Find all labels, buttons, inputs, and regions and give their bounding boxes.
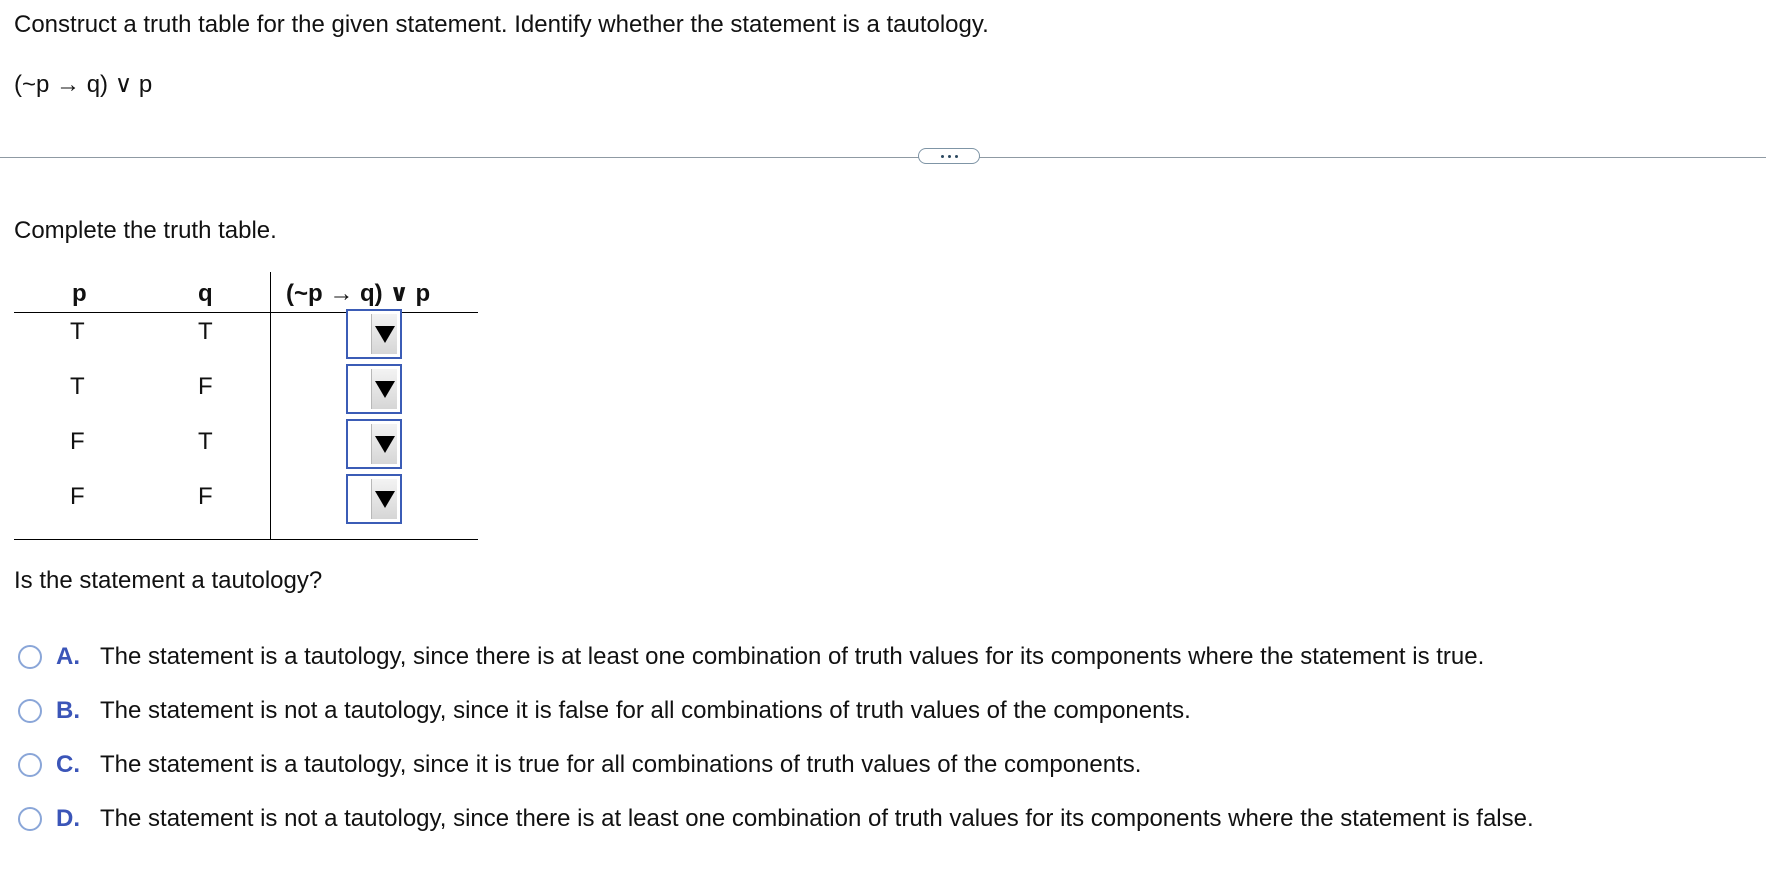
row-3-answer-dropdown[interactable] (346, 419, 402, 469)
header-rule (14, 312, 478, 313)
table-prompt: Complete the truth table. (14, 217, 277, 244)
ellipsis-icon (948, 155, 951, 158)
triangle-down-icon (375, 381, 395, 398)
dropdown-arrow[interactable] (371, 424, 397, 464)
row-3-p: F (70, 428, 85, 455)
dropdown-arrow[interactable] (371, 314, 397, 354)
option-d-text[interactable]: The statement is not a tautology, since there is at least one combination of truth values for its components where the statement is false. (100, 805, 1534, 832)
row-3-q: T (198, 428, 213, 455)
option-b-letter: B. (56, 697, 80, 724)
expand-more-button[interactable] (918, 148, 980, 164)
section-divider (0, 157, 1766, 158)
row-4-q: F (198, 483, 213, 510)
triangle-down-icon (375, 491, 395, 508)
header-q: q (198, 280, 213, 307)
radio-button-icon[interactable] (18, 645, 42, 669)
option-d-letter: D. (56, 805, 80, 832)
triangle-down-icon (375, 326, 395, 343)
header-p: p (72, 280, 87, 307)
truth-table (14, 272, 478, 540)
header-statement: (~p → q) ∨ p (286, 280, 431, 307)
triangle-down-icon (375, 436, 395, 453)
option-a-text[interactable]: The statement is a tautology, since there is at least one combination of truth values for its components where the statement is true. (100, 643, 1485, 670)
row-4-p: F (70, 483, 85, 510)
row-4-answer-dropdown[interactable] (346, 474, 402, 524)
instruction-text: Construct a truth table for the given statement. Identify whether the statement is a tautology. (14, 11, 989, 38)
statement-text: (~p → q) ∨ p (14, 71, 153, 98)
radio-button-icon[interactable] (18, 753, 42, 777)
row-2-answer-dropdown[interactable] (346, 364, 402, 414)
ellipsis-icon (955, 155, 958, 158)
radio-button-icon[interactable] (18, 807, 42, 831)
row-2-q: F (198, 373, 213, 400)
option-c-letter: C. (56, 751, 80, 778)
option-a[interactable] (18, 640, 1484, 674)
row-1-q: T (198, 318, 213, 345)
option-c-text[interactable]: The statement is a tautology, since it is true for all combinations of truth values of the components. (100, 751, 1142, 778)
row-1-answer-dropdown[interactable] (346, 309, 402, 359)
radio-button-icon[interactable] (18, 699, 42, 723)
option-b-text[interactable]: The statement is not a tautology, since it is false for all combinations of truth values of the components. (100, 697, 1191, 724)
tautology-question: Is the statement a tautology? (14, 567, 323, 594)
row-1-p: T (70, 318, 85, 345)
option-b[interactable] (18, 694, 1191, 728)
dropdown-arrow[interactable] (371, 479, 397, 519)
option-c[interactable] (18, 748, 1141, 782)
table-bottom-rule (14, 539, 478, 540)
option-a-letter: A. (56, 643, 80, 670)
option-d[interactable] (18, 802, 1534, 836)
dropdown-arrow[interactable] (371, 369, 397, 409)
row-2-p: T (70, 373, 85, 400)
ellipsis-icon (941, 155, 944, 158)
